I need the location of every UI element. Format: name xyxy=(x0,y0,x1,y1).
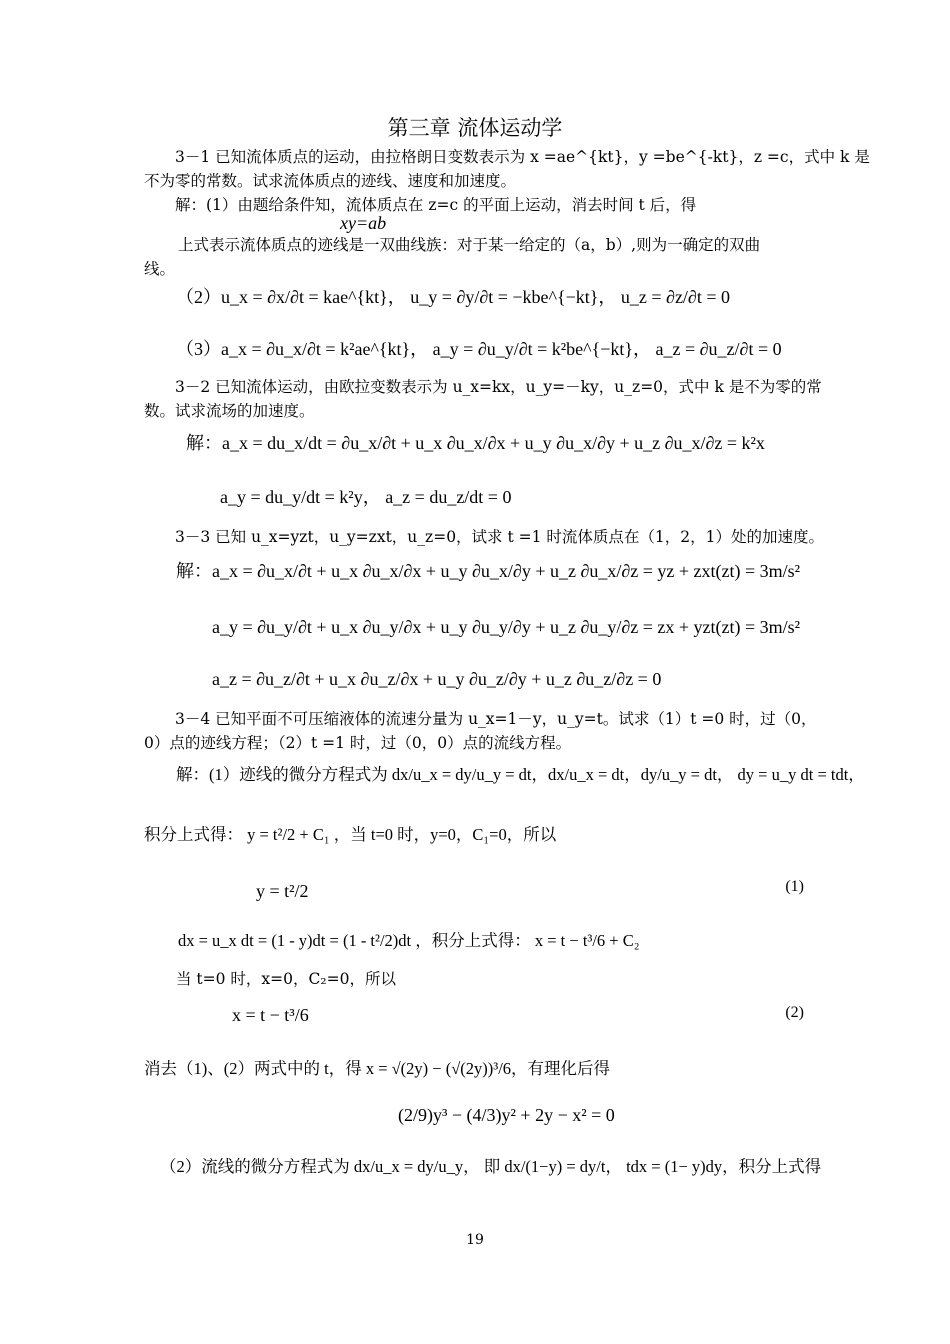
equation-number-2: (2) xyxy=(785,1004,804,1021)
p3-1-solution-1: 解：(1）由题给条件知，流体质点在 z=c 的平面上运动，消去时间 t 后，得 xyxy=(175,196,697,214)
p3-2-line2: 数。试求流场的加速度。 xyxy=(144,402,315,420)
p3-4-eliminate-t: 消去（1)、(2）两式中的 t，得 x = √(2y) − (√(2y))³/6，有理化后得 xyxy=(144,1059,611,1078)
p3-4-integrate-y: 积分上式得： y = t²/2 + C₁ ，当 t=0 时，y=0，C₁=0，所以 xyxy=(144,825,557,844)
p3-4-when-t0: 当 t=0 时，x=0，C₂=0，所以 xyxy=(176,970,396,988)
p3-1-acceleration-eq: （3）a_x = ∂u_x/∂t = k²ae^{kt}， a_y = ∂u_y/∂t = k²be^{−kt}， a_z = ∂u_z/∂t = 0 xyxy=(176,339,782,359)
equation-number-1: (1) xyxy=(785,878,804,895)
p3-2-ay-az-eq: a_y = du_y/dt = k²y， a_z = du_z/dt = 0 xyxy=(220,487,512,507)
p3-4-pathline-diff-eq: 解：(1）迹线的微分方程式为 dx/u_x = dy/u_y = dt，dx/u_x = dt，dy/u_y = dt， dy = u_y dt = tdt， xyxy=(176,765,865,784)
p3-4-line1: 3－4 已知平面不可压缩液体的流速分量为 u_x=1－y，u_y=t。试求（1）t =0 时，过（0， xyxy=(175,710,817,728)
page-number: 19 xyxy=(466,1232,484,1248)
p3-1-line3: 上式表示流体质点的迹线是一双曲线族：对于某一给定的（a，b）,则为一确定的双曲 xyxy=(178,236,761,254)
p3-2-ax-eq: 解：a_x = du_x/dt = ∂u_x/∂t + u_x ∂u_x/∂x + u_y ∂u_x/∂y + u_z ∂u_x/∂z = k²x xyxy=(186,433,765,453)
p3-3-ay-eq: a_y = ∂u_y/∂t + u_x ∂u_y/∂x + u_y ∂u_y/∂y + u_z ∂u_y/∂z = zx + yzt(zt) = 3m/s² xyxy=(212,617,801,637)
p3-4-line2: 0）点的迹线方程；（2）t =1 时，过（0，0）点的流线方程。 xyxy=(144,734,572,752)
chapter-title: 第三章 流体运动学 xyxy=(387,116,563,140)
p3-3-ax-eq: 解：a_x = ∂u_x/∂t + u_x ∂u_x/∂x + u_y ∂u_x/∂y + u_z ∂u_x/∂z = yz + zxt(zt) = 3m/s² xyxy=(176,561,801,581)
p3-1-line1: 3－1 已知流体质点的运动，由拉格朗日变数表示为 x =ae^{kt}，y =be^{-kt}，z =c，式中 k 是 xyxy=(175,148,870,166)
p3-2-line1: 3－2 已知流体运动，由欧拉变数表示为 u_x=kx，u_y=－ky，u_z=0，式中 k 是不为零的常 xyxy=(175,378,822,396)
p3-4-eq-y: y = t²/2 xyxy=(256,881,309,901)
p3-4-eq-x: x = t − t³/6 xyxy=(232,1005,309,1025)
p3-1-line4: 线。 xyxy=(144,260,176,278)
p3-1-eq-xy: xy=ab xyxy=(340,213,387,233)
p3-4-dx-eq: dx = u_x dt = (1 - y)dt = (1 - t²/2)dt ，积分上式得： x = t − t³/6 + C₂ xyxy=(178,931,640,950)
p3-4-streamline-eq: （2）流线的微分方程式为 dx/u_x = dy/u_y， 即 dx/(1−y) = dy/t， tdx = (1− y)dy，积分上式得 xyxy=(160,1157,822,1176)
p3-3-line1: 3－3 已知 u_x=yzt，u_y=zxt，u_z=0，试求 t =1 时流体质点在（1，2，1）处的加速度。 xyxy=(175,528,824,546)
p3-1-line2: 不为零的常数。试求流体质点的迹线、速度和加速度。 xyxy=(144,172,517,190)
p3-3-az-eq: a_z = ∂u_z/∂t + u_x ∂u_z/∂x + u_y ∂u_z/∂y + u_z ∂u_z/∂z = 0 xyxy=(212,669,662,689)
p3-1-velocity-eq: （2）u_x = ∂x/∂t = kae^{kt}， u_y = ∂y/∂t = −kbe^{−kt}， u_z = ∂z/∂t = 0 xyxy=(176,287,730,307)
p3-4-rationalized-result: (2/9)y³ − (4/3)y² + 2y − x² = 0 xyxy=(398,1105,615,1125)
